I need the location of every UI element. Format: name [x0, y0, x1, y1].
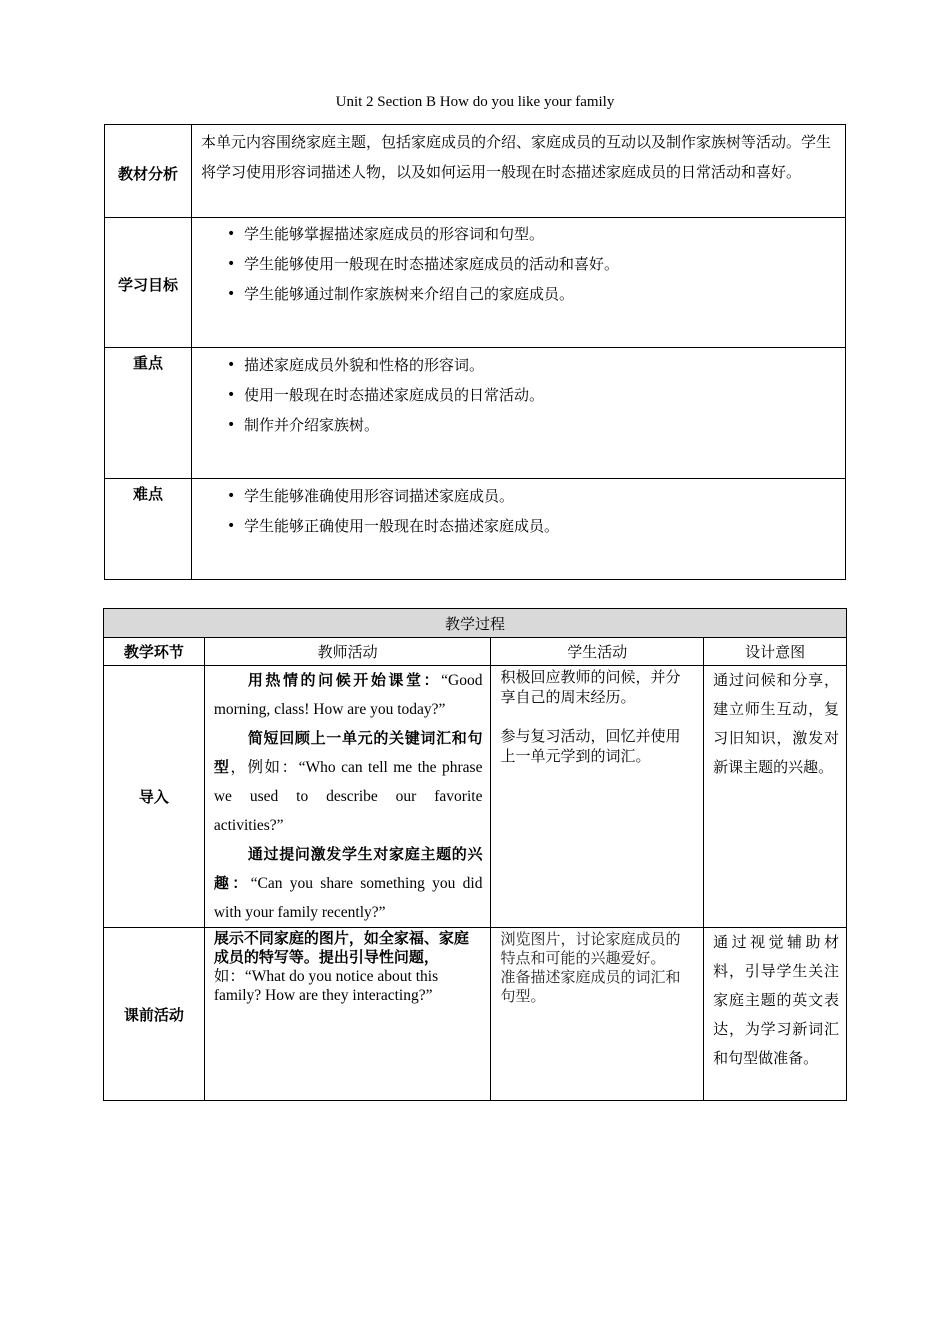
- list-item: • 描述家庭成员外貌和性格的形容词。: [212, 350, 845, 380]
- label-learning-goals: 学习目标: [105, 218, 192, 348]
- student-step: 参与复习活动，回忆并使用上一单元学到的词汇。: [500, 727, 681, 765]
- student-activity-intro: [491, 666, 704, 928]
- student-activity-pre-class: [491, 928, 704, 1101]
- list-item: • 学生能够使用一般现在时态描述家庭成员的活动和喜好。: [212, 249, 845, 279]
- teaching-process-title: 教学过程: [104, 609, 847, 638]
- document-title: Unit 2 Section B How do you like your family: [335, 94, 615, 110]
- student-step: 准备描述家庭成员的词汇和句型。: [500, 970, 681, 1005]
- row-material-analysis: [105, 125, 846, 218]
- difficulties-cell: [192, 479, 846, 580]
- stage-pre-class: 课前活动: [104, 928, 205, 1101]
- teacher-step: 通过提问激发学生对家庭主题的兴趣：“Can you share something you did with your family recently?”: [213, 845, 483, 921]
- column-header-teacher: 教师活动: [204, 638, 491, 666]
- row-learning-goals: [105, 218, 846, 348]
- column-header-stage: 教学环节: [104, 638, 205, 666]
- overview-table: [104, 124, 846, 580]
- teacher-step: 用热情的问候开始课堂：“Good morning, class! How are you today?”: [213, 671, 483, 718]
- header-row: [104, 638, 847, 666]
- design-intent-intro: 通过问候和分享，建立师生互动，复习旧知识，激发对新课主题的兴趣。: [704, 666, 847, 928]
- teacher-activity-pre-class: 展示不同家庭的图片，如全家福、家庭成员的特写等。提出引导性问题，如：“What do you notice about this family? How are they interacting?”: [204, 928, 491, 1101]
- list-item: • 使用一般现在时态描述家庭成员的日常活动。: [212, 380, 845, 410]
- key-points-cell: [192, 348, 846, 479]
- key-points-list: [192, 350, 845, 440]
- list-item: • 学生能够准确使用形容词描述家庭成员。: [212, 481, 845, 511]
- table-row: [104, 928, 847, 1101]
- row-key-points: [105, 348, 846, 479]
- list-item: • 学生能够正确使用一般现在时态描述家庭成员。: [212, 511, 845, 541]
- label-key-points: 重点: [105, 348, 192, 479]
- list-item: • 制作并介绍家族树。: [212, 410, 845, 440]
- table-row: [104, 666, 847, 928]
- student-step: 积极回应教师的问候，并分享自己的周末经历。: [500, 668, 681, 706]
- label-material-analysis: 教材分析: [105, 125, 192, 218]
- teacher-step: 简短回顾上一单元的关键词汇和句型，例如：“Who can tell me the phrase we used to describe our favorite activities?”: [213, 729, 483, 834]
- difficulties-list: [192, 481, 845, 541]
- list-item: • 学生能够通过制作家族树来介绍自己的家庭成员。: [212, 279, 845, 309]
- teaching-process-table: [103, 608, 847, 1101]
- label-difficulties: 难点: [105, 479, 192, 580]
- student-step: 浏览图片，讨论家庭成员的特点和可能的兴趣爱好。: [500, 932, 681, 967]
- design-intent-pre-class: 通过视觉辅助材料，引导学生关注家庭主题的英文表达，为学习新词汇和句型做准备。: [704, 928, 847, 1101]
- learning-goals-list: [192, 219, 845, 309]
- material-analysis-text: 本单元内容围绕家庭主题，包括家庭成员的介绍、家庭成员的互动以及制作家族树等活动。学生将学习使用形容词描述人物，以及如何运用一般现在时态描述家庭成员的日常活动和喜好。: [192, 125, 846, 218]
- column-header-intent: 设计意图: [704, 638, 847, 666]
- stage-intro: 导入: [104, 666, 205, 928]
- learning-goals-cell: [192, 218, 846, 348]
- list-item: • 学生能够掌握描述家庭成员的形容词和句型。: [212, 219, 845, 249]
- column-header-student: 学生活动: [491, 638, 704, 666]
- row-difficulties: [105, 479, 846, 580]
- teacher-activity-intro: [204, 666, 491, 928]
